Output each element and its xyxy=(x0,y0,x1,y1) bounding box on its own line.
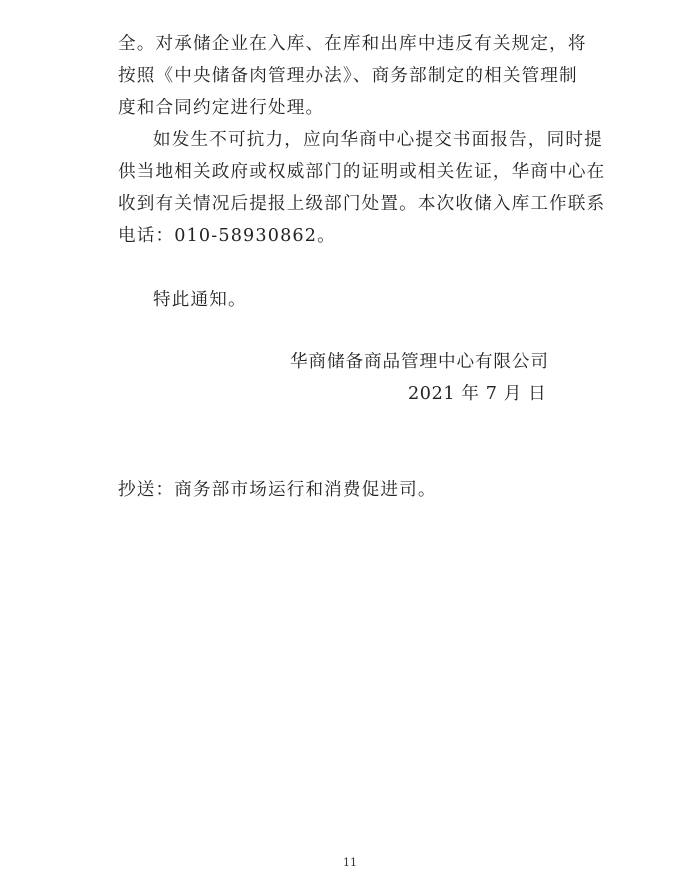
body-line: 度和合同约定进行处理。 xyxy=(118,98,325,118)
body-line: 全。对承储企业在入库、在库和出库中违反有关规定，将 xyxy=(118,34,587,54)
body-line: 收到有关情况后提报上级部门处置。本次收储入库工作联系 xyxy=(118,194,606,214)
body-line: 按照《中央储备肉管理办法》、商务部制定的相关管理制 xyxy=(118,66,578,86)
body-line: 如发生不可抗力，应向华商中心提交书面报告，同时提 xyxy=(153,130,603,150)
page-number: 11 xyxy=(343,856,357,869)
body-line: 电话：010-58930862。 xyxy=(118,226,336,246)
closing-text: 特此通知。 xyxy=(153,290,247,310)
body-line: 供当地相关政府或权威部门的证明或相关佐证，华商中心在 xyxy=(118,162,606,182)
cc-line: 抄送：商务部市场运行和消费促进司。 xyxy=(118,480,437,500)
issuing-organization: 华商储备商品管理中心有限公司 xyxy=(290,352,549,372)
issue-date: 2021 年 7 月 日 xyxy=(408,384,547,404)
